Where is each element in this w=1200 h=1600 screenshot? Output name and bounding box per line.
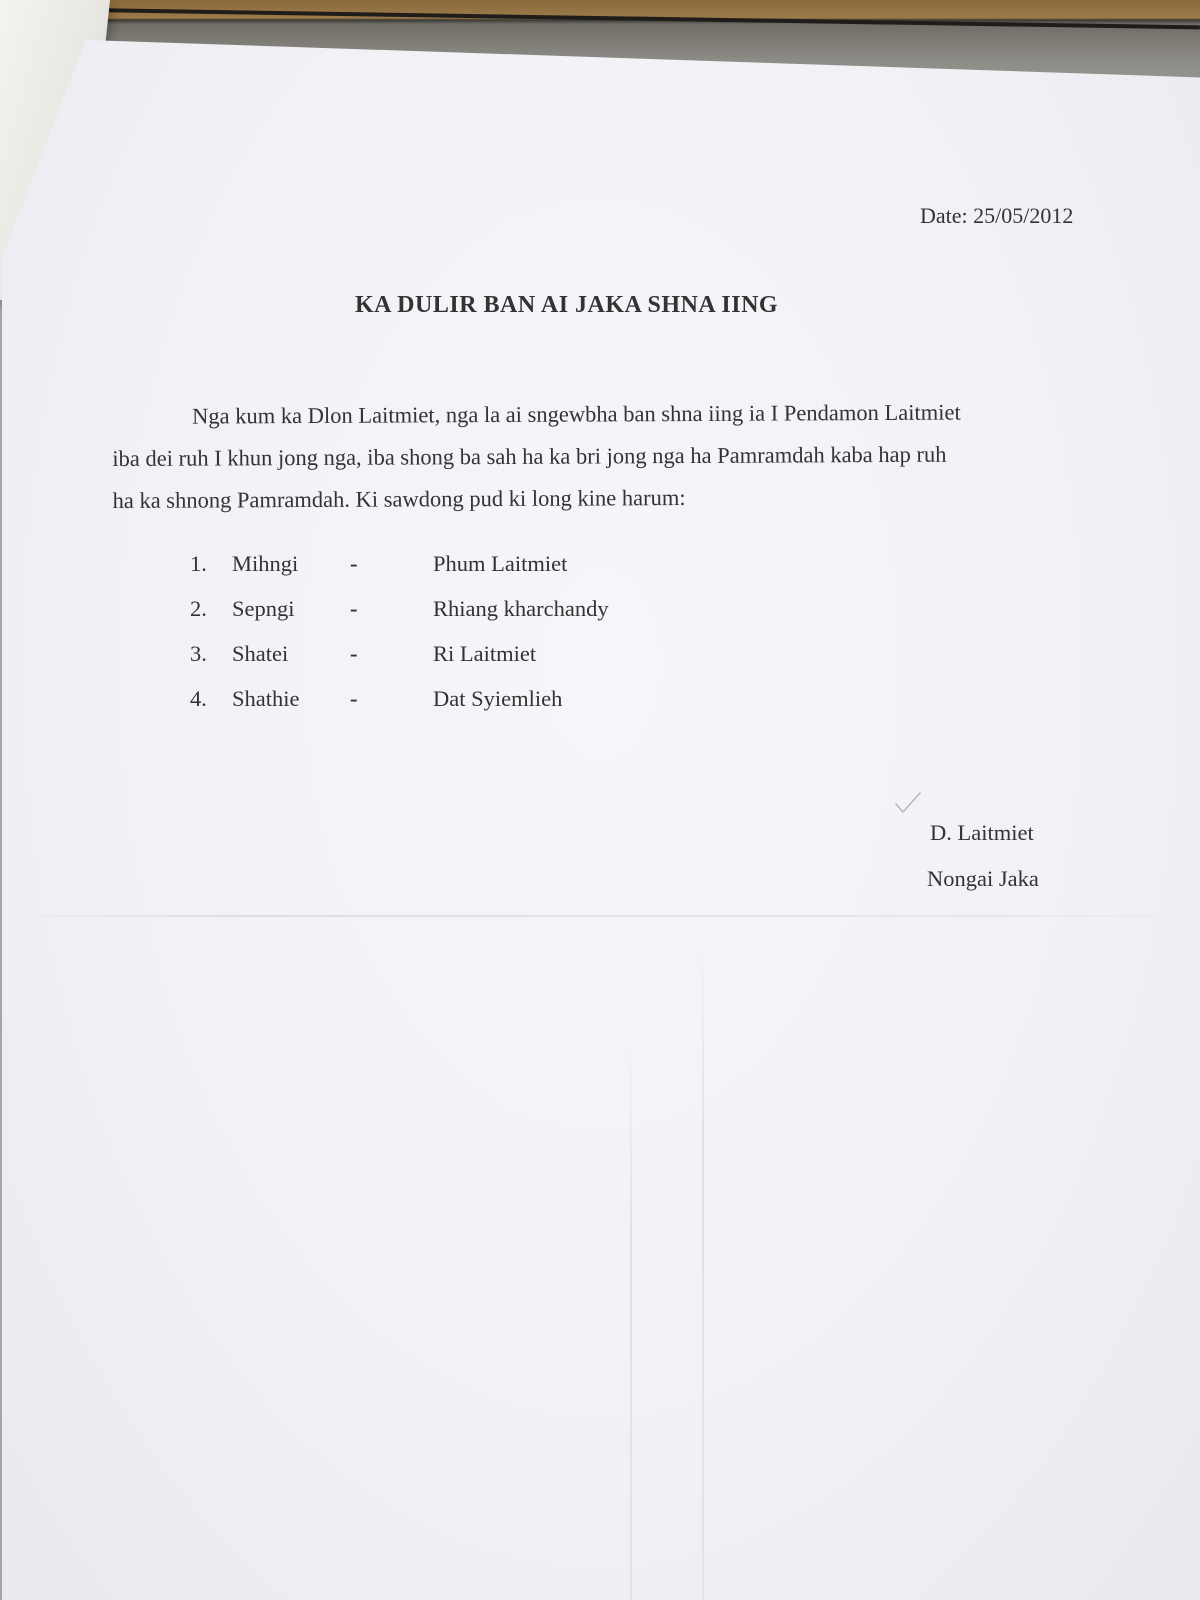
item-owner: Rhiang kharchandy: [433, 596, 609, 621]
document-paragraph: [112, 391, 1113, 522]
item-direction: Sepngi: [232, 596, 295, 621]
signatory-role: Nongai Jaka: [927, 866, 1039, 891]
item-direction: Shathie: [232, 686, 300, 711]
paragraph-line: Nga kum ka Dlon Laitmiet, nga la ai sngewbha ban shna iing ia I Pendamon Laitmiet: [192, 399, 961, 429]
item-separator: -: [350, 551, 358, 576]
clipboard-edge: [90, 8, 1200, 29]
item-number: 2.: [190, 596, 207, 621]
signatory-name: D. Laitmiet: [930, 820, 1034, 845]
list-item: [190, 676, 750, 721]
item-separator: -: [350, 686, 358, 711]
document-date: Date: 25/05/2012: [920, 203, 1074, 228]
list-item: [190, 541, 750, 586]
item-number: 3.: [190, 641, 207, 666]
item-owner: Phum Laitmiet: [433, 551, 568, 576]
paper-fold-line: [2, 915, 1200, 917]
item-direction: Shatei: [232, 641, 289, 666]
check-mark-icon: [893, 790, 923, 820]
paragraph-line: iba dei ruh I khun jong nga, iba shong ba sah ha ka bri jong nga ha Pamramdah kaba hap ruh: [112, 441, 947, 471]
item-number: 4.: [190, 686, 207, 711]
paper-crease: [630, 1040, 632, 1600]
item-owner: Ri Laitmiet: [433, 641, 537, 666]
paragraph-line: ha ka shnong Pamramdah. Ki sawdong pud ki long kine harum:: [112, 484, 686, 513]
item-owner: Dat Syiemlieh: [433, 686, 563, 711]
item-direction: Mihngi: [232, 551, 299, 576]
paper-crease: [702, 940, 704, 1600]
document-title: KA DULIR BAN AI JAKA SHNA IING: [355, 292, 779, 318]
boundary-list: [190, 541, 750, 721]
list-item: [190, 586, 750, 631]
item-number: 1.: [190, 551, 207, 576]
list-item: [190, 631, 750, 676]
item-separator: -: [350, 641, 358, 666]
item-separator: -: [350, 596, 358, 621]
